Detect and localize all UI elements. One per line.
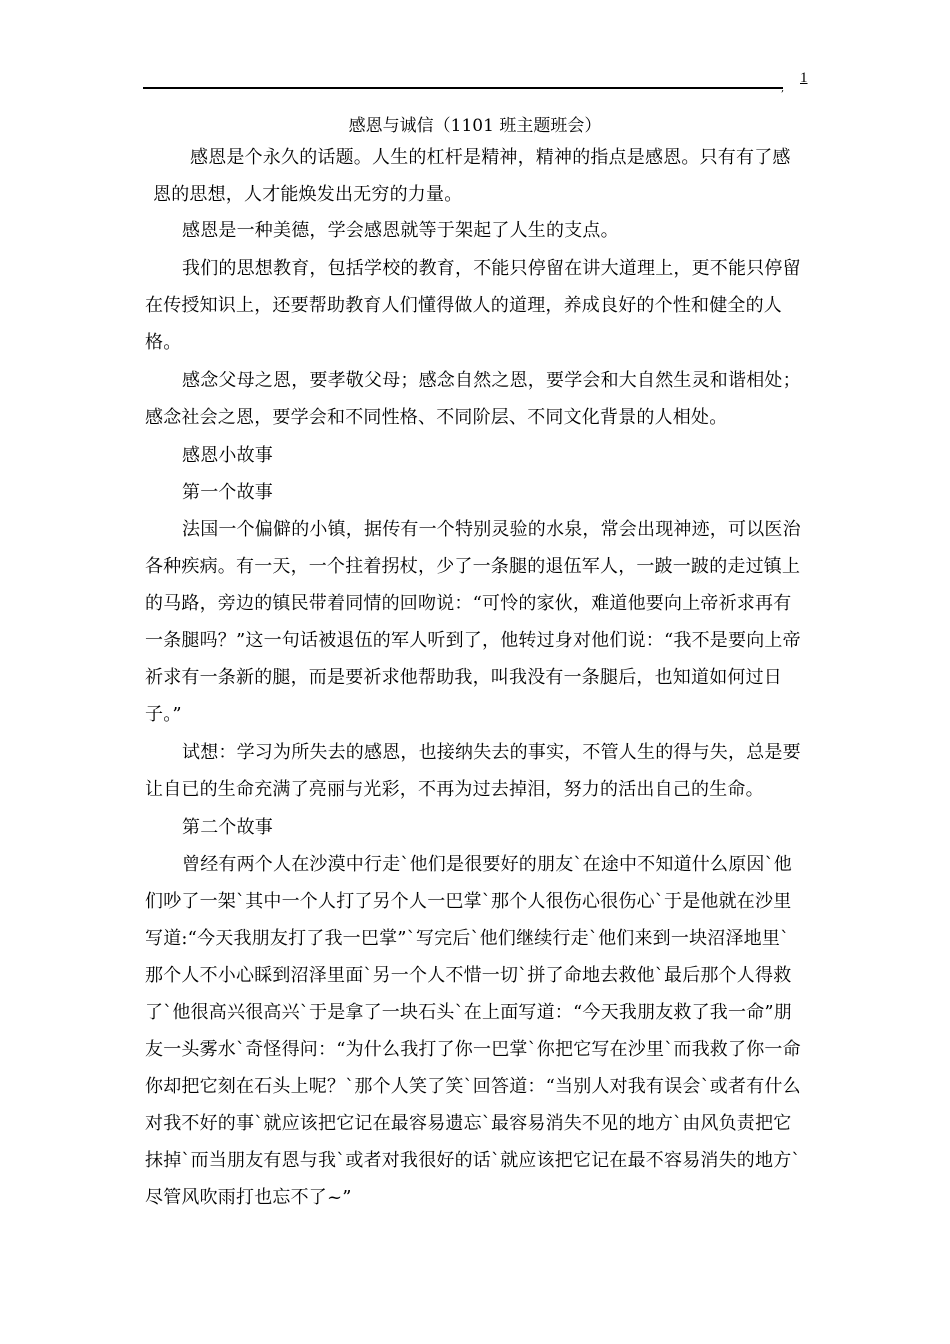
- header-tick: ,: [781, 83, 785, 94]
- paragraph-4: 感念父母之恩，要孝敬父母；感念自然之恩，要学会和大自然生灵和谐相处；感念社会之恩，要学会和不同性格、不同阶层、不同文化背景的人相处。: [145, 370, 801, 428]
- document-title: 感恩与诚信（1101 班主题班会）: [348, 116, 602, 136]
- paragraph-3: 我们的思想教育，包括学校的教育，不能只停留在讲大道理上，更不能只停留在传授知识上，还要帮助教育人们懂得做人的道理，养成良好的个性和健全的人格。: [145, 258, 801, 353]
- section-heading-stories: 感恩小故事: [182, 445, 273, 466]
- paragraph-2: 感恩是一种美德，学会感恩就等于架起了人生的支点。: [182, 220, 619, 241]
- story-1-text: 法国一个偏僻的小镇，据传有一个特别灵验的水泉，常会出现神迹，可以医治各种疾病。有一天，一个拄着拐杖，少了一条腿的退伍军人，一跛一跛的走过镇上的马路，旁边的镇民带着同情的回吻说：“可怜的家伙，难道他要向上帝祈求再有一条腿吗？”这一句话被退伍的军人听到了，他转过身对他们说：“我不是要向上帝祈求有一条新的腿，而是要祈求他帮助我，叫我没有一条腿后，也知道如何过日子。”: [145, 519, 801, 725]
- reflection-text: 试想：学习为所失去的感恩，也接纳失去的事实，不管人生的得与失，总是要让自已的生命充满了亮丽与光彩，不再为过去掉泪，努力的活出自己的生命。: [145, 742, 801, 800]
- paragraph-1: 感恩是个永久的话题。人生的杠杆是精神，精神的指点是感恩。只有有了感恩的思想，人才能焕发出无穷的力量。: [153, 147, 791, 205]
- page-number: 1: [800, 70, 808, 86]
- story-2-text: 曾经有两个人在沙漠中行走`他们是很要好的朋友`在途中不知道什么原因`他们吵了一架`其中一个人打了另个人一巴掌`那个人很伤心很伤心`于是他就在沙里写道:“今天我朋友打了我一巴掌”`写完后`他们继续行走`他们来到一块沼泽地里`那个人不小心睬到沼泽里面`另一个人不惜一切`拼了命地去救他`最后那个人得救了`他很高兴很高兴`于是拿了一块石头`在上面写道：“今天我朋友救了我一命”朋友一头雾水`奇怪得问：“为什么我打了你一巴掌`你把它写在沙里`而我救了你一命你却把它刻在石头上呢？`那个人笑了笑`回答道：“当别人对我有误会`或者有什么对我不好的事`就应该把它记在最容易遗忘`最容易消失不见的地方`由风负责把它抹掉`而当朋友有恩与我`或者对我很好的话`就应该把它记在最不容易消失的地方`尽管风吹雨打也忘不了~”: [145, 854, 801, 1208]
- story-2-heading: 第二个故事: [182, 817, 273, 838]
- header-rule: [143, 87, 783, 89]
- story-1-heading: 第一个故事: [182, 482, 273, 503]
